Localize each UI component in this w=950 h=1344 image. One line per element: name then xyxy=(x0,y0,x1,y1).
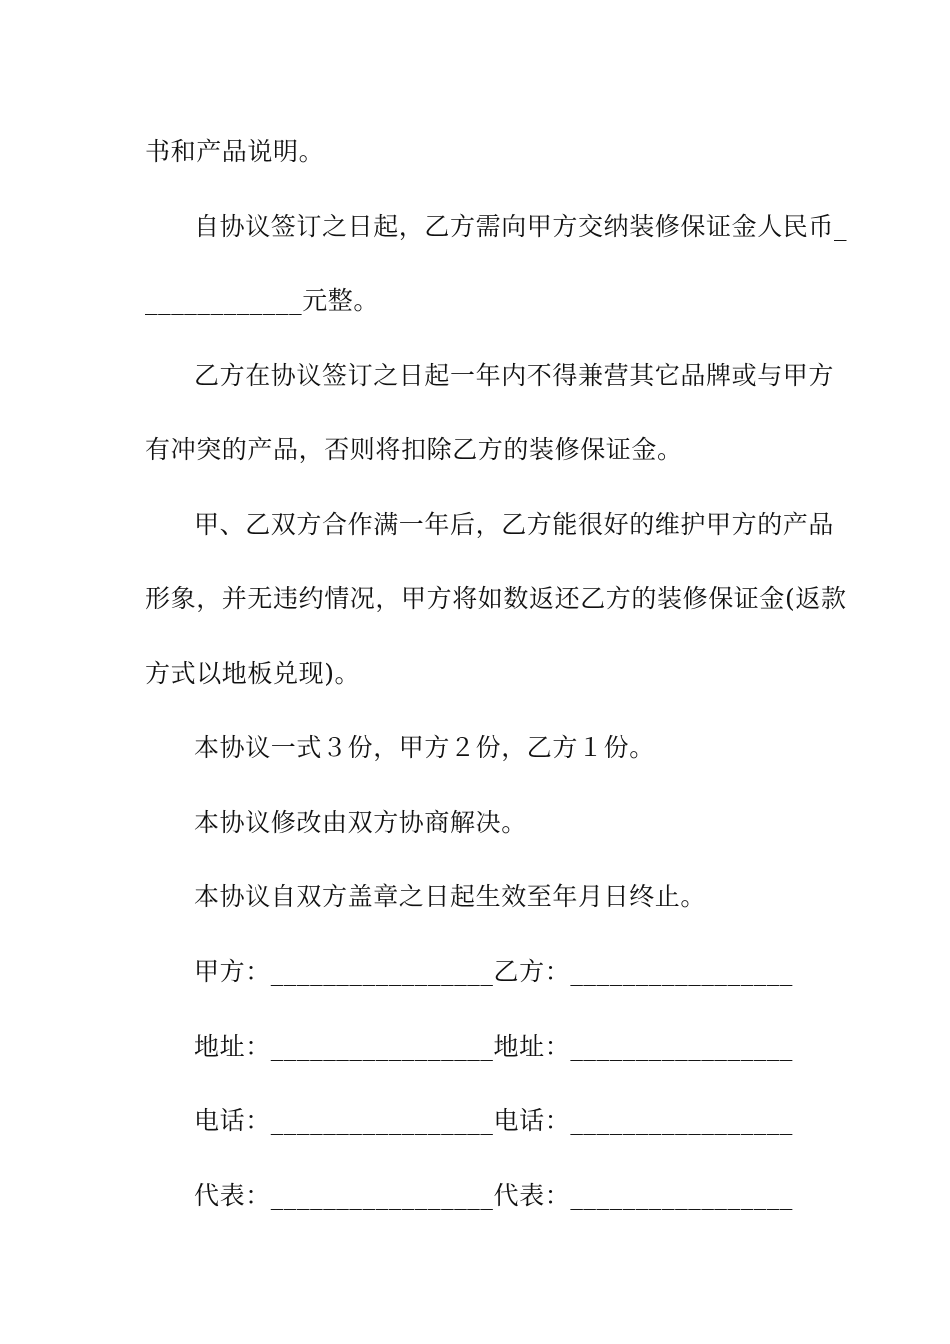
signature-row-address xyxy=(194,1030,793,1064)
signature-left-representative: 代表：_________________ xyxy=(194,1181,494,1210)
paragraph-line-3: ____________元整。 xyxy=(145,286,380,315)
paragraph-line-4: 乙方在协议签订之日起一年内不得兼营其它品牌或与甲方 xyxy=(194,361,835,390)
signature-row-representative xyxy=(194,1179,793,1213)
signature-right-phone: 电话：_________________ xyxy=(493,1106,794,1135)
signature-right-representative: 代表：_________________ xyxy=(493,1181,794,1210)
signature-left-party: 甲方：_________________ xyxy=(194,957,494,986)
paragraph-line-9: 本协议一式３份，甲方２份，乙方１份。 xyxy=(194,733,655,762)
paragraph-line-10: 本协议修改由双方协商解决。 xyxy=(194,808,527,837)
paragraph-line-2: 自协议签订之日起，乙方需向甲方交纳装修保证金人民币_ xyxy=(194,212,848,241)
signature-left-address: 地址：_________________ xyxy=(194,1032,494,1061)
paragraph-line-8: 方式以地板兑现)。 xyxy=(145,659,361,688)
signature-right-party: 乙方：_________________ xyxy=(493,957,794,986)
signature-row-phone xyxy=(194,1104,793,1138)
signature-left-phone: 电话：_________________ xyxy=(194,1106,494,1135)
paragraph-line-7: 形象，并无违约情况，甲方将如数返还乙方的装修保证金(返款 xyxy=(145,584,847,613)
signature-right-address: 地址：_________________ xyxy=(493,1032,794,1061)
paragraph-line-1: 书和产品说明。 xyxy=(145,137,325,166)
paragraph-line-5: 有冲突的产品，否则将扣除乙方的装修保证金。 xyxy=(145,435,683,464)
signature-row-party xyxy=(194,955,793,989)
paragraph-line-6: 甲、乙双方合作满一年后，乙方能很好的维护甲方的产品 xyxy=(194,510,835,539)
paragraph-line-11: 本协议自双方盖章之日起生效至年月日终止。 xyxy=(194,882,707,911)
